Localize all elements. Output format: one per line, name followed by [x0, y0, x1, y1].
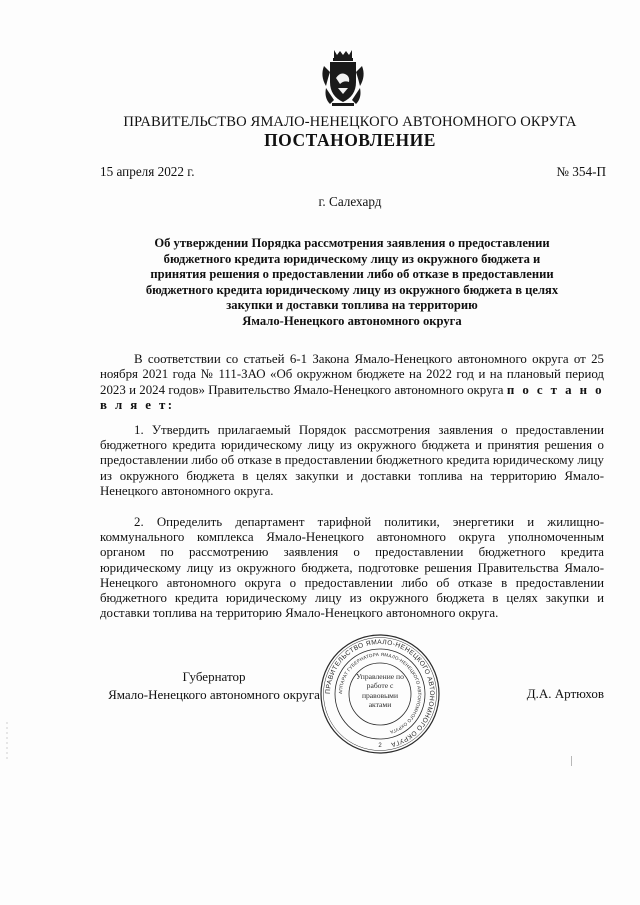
document-place: г. Салехард [318, 194, 382, 209]
decree-point-2: 2. Определить департамент тарифной политики, энергетики и жилищно-коммунального комплекса Ямало-Ненецкого автономного округа уполномоченным органом по рассмотрению заявления о предоставлении бюджетного кредита юридическому лицу из окружного бюджета, подготовке решения Правительства Ямало-Ненецкого автономного округа о предоставлении либо об отказе в предоставлении бюджетного кредита юридическому лицу из окружного бюджета в целях закупки и доставки топлива на территорию Ямало-Ненецкого автономного округа. [100, 515, 604, 621]
title-line: Об утверждении Порядка рассмотрения заявления о предоставлении [154, 236, 550, 250]
document-title [96, 236, 608, 330]
title-line: бюджетного кредита юридическому лицу из окружного бюджета и [163, 251, 541, 266]
government-name: ПРАВИТЕЛЬСТВО ЯМАЛО-НЕНЕЦКОГО АВТОНОМНОГО ОКРУГА [123, 114, 577, 130]
document-number: № 354-П [556, 164, 606, 179]
title-line: бюджетного кредита юридическому лицу из окружного бюджета в целях [145, 282, 559, 297]
stamp-center-text: Управление по работе с правовыми актами [356, 672, 404, 710]
title-line: закупки и доставки топлива на территорию [226, 298, 478, 313]
stamp-number: 2 [378, 743, 382, 749]
document-date: 15 апреля 2022 г. [100, 164, 195, 179]
signer-role-region: Ямало-Ненецкого автономного округа [108, 687, 320, 702]
margin-marks [6, 722, 10, 762]
coat-of-arms-emblem [318, 48, 368, 108]
official-stamp [318, 632, 442, 756]
decree-point-1: 1. Утвердить прилагаемый Порядок рассмотрения заявления о предоставлении бюджетного кредита юридическому лицу из окружного бюджета и принятия решения о предоставлении либо об отказе в предоставлении бюджетного кредита юридическому лицу из окружного бюджета в целях закупки и доставки топлива на территорию Ямало-Ненецкого автономного округа. [100, 423, 604, 498]
signer-name: Д.А. Артюхов [526, 686, 604, 701]
title-line: Ямало-Ненецкого автономного округа [242, 313, 462, 328]
signer-role [100, 668, 328, 704]
stamp-inner-ring-text: АППАРАТ ГУБЕРНАТОРА ЯМАЛО-НЕНЕЦКОГО АВТОНОМНОГО ОКРУГА [337, 651, 423, 735]
signer-role-title: Губернатор [182, 669, 246, 684]
scan-speck [571, 756, 572, 766]
stamp-ring-text: ПРАВИТЕЛЬСТВО ЯМАЛО-НЕНЕЦКОГО АВТОНОМНОГО ОКРУГА [324, 638, 436, 748]
title-line: принятия решения о предоставлении либо об отказе в предоставлении [150, 267, 554, 282]
resolves-word: п о с т а н о в л я е т: [100, 382, 604, 413]
preamble-text: В соответствии со статьей 6-1 Закона Ямало-Ненецкого автономного округа от 25 ноября 2021 года № 111-ЗАО «Об окружном бюджете на 2022 год и на плановый период 2023 и 2024 годов» Правительство Ямало-Ненецкого автономного округа [100, 352, 604, 397]
document-type-heading: ПОСТАНОВЛЕНИЕ [264, 130, 436, 150]
preamble-paragraph [100, 352, 604, 414]
